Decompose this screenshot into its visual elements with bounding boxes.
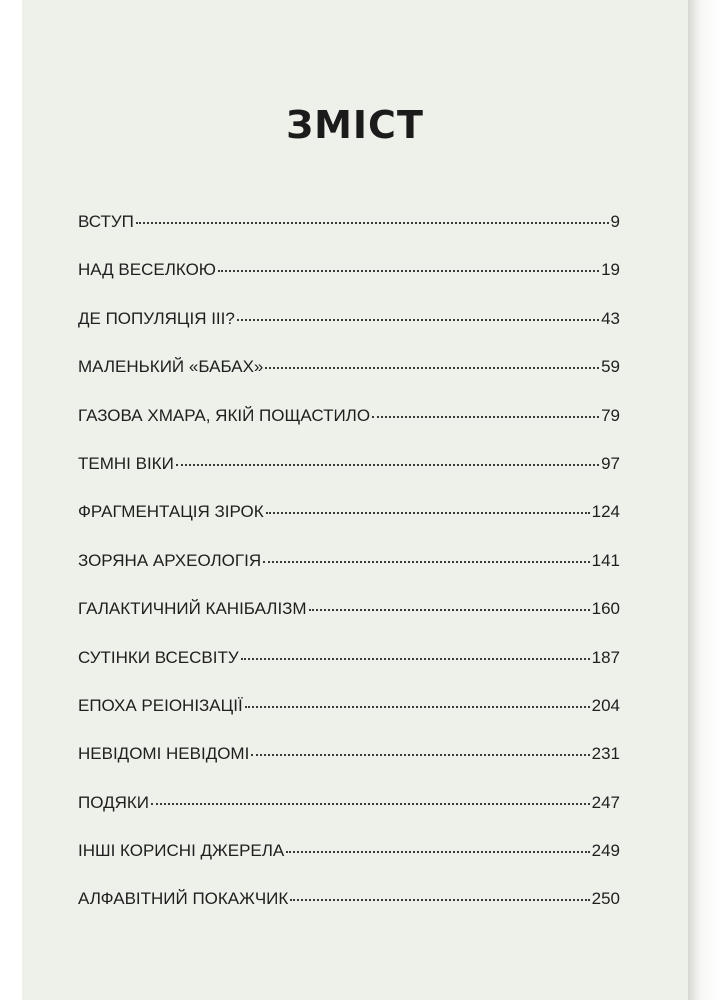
dot-leader — [265, 367, 599, 369]
toc-entry — [78, 309, 620, 357]
page-edge — [688, 0, 720, 1000]
toc-entry-title: ПОДЯКИ — [78, 792, 149, 812]
toc-entry-title: АЛФАВІТНИЙ ПОКАЖЧИК — [78, 889, 289, 909]
toc-entry-title: ГАЗОВА ХМАРА, ЯКІЙ ПОЩАСТИЛО — [78, 405, 371, 425]
toc-entry-title: СУТІНКИ ВСЕСВІТУ — [78, 647, 239, 667]
dot-leader — [286, 851, 589, 853]
toc-entry-page: 43 — [601, 308, 620, 328]
toc-entry-title: ФРАГМЕНТАЦІЯ ЗІРОК — [78, 502, 264, 522]
toc-entry — [78, 841, 620, 889]
toc-entry — [78, 357, 620, 405]
dot-leader — [266, 512, 590, 514]
dot-leader — [245, 706, 590, 708]
toc-entry-title: ІНШІ КОРИСНІ ДЖЕРЕЛА — [78, 841, 285, 861]
toc-entry — [78, 502, 620, 550]
toc-entry-title: ДЕ ПОПУЛЯЦІЯ III? — [78, 308, 235, 328]
toc-entry — [78, 454, 620, 502]
toc-entry-page: 9 — [610, 212, 620, 231]
toc-entry-page: 59 — [601, 357, 620, 377]
dot-leader — [151, 803, 590, 805]
toc-entry — [78, 744, 620, 792]
toc-entry-title: ГАЛАКТИЧНИЙ КАНІБАЛІЗМ — [78, 599, 307, 619]
toc-entry-page: 79 — [601, 405, 620, 425]
toc-entry-page: 19 — [601, 260, 620, 280]
toc-entry-page: 187 — [591, 647, 620, 667]
dot-leader — [136, 222, 609, 224]
toc-entry — [78, 648, 620, 696]
dot-leader — [263, 561, 590, 563]
toc-entry-page: 160 — [591, 599, 620, 619]
dot-leader — [251, 754, 589, 756]
toc-entry-page: 97 — [601, 453, 620, 473]
page-title: ЗМІСТ — [286, 103, 424, 148]
toc-entry-page: 124 — [591, 502, 620, 522]
toc-entry-title: ЕПОХА РЕІОНІЗАЦІЇ — [78, 695, 243, 715]
toc-entry — [78, 260, 620, 308]
book-page — [22, 0, 688, 1000]
toc-entry-title: ТЕМНІ ВІКИ — [78, 453, 174, 473]
toc-entry — [78, 551, 620, 599]
dot-leader — [309, 609, 590, 611]
dot-leader — [176, 464, 599, 466]
toc-entry — [78, 889, 620, 937]
toc-entry — [78, 696, 620, 744]
dot-leader — [241, 658, 590, 660]
toc-entry-page: 250 — [591, 889, 620, 909]
dot-leader — [372, 416, 599, 418]
toc-entry-title: НЕВІДОМІ НЕВІДОМІ — [78, 744, 250, 764]
dot-leader — [218, 270, 599, 272]
toc-entry-page: 247 — [591, 792, 620, 812]
toc-entry — [78, 212, 620, 260]
toc-entry-title: ВСТУП — [78, 212, 134, 231]
toc-entry-page: 231 — [591, 744, 620, 764]
toc-entry-title: НАД ВЕСЕЛКОЮ — [78, 260, 216, 280]
toc-entry-page: 204 — [591, 695, 620, 715]
toc-entry-page: 249 — [591, 841, 620, 861]
dot-leader — [290, 899, 589, 901]
toc-entry-page: 141 — [591, 550, 620, 570]
dot-leader — [237, 319, 599, 321]
toc-entry — [78, 793, 620, 841]
toc-entry — [78, 406, 620, 454]
toc-entry-title: МАЛЕНЬКИЙ «БАБАХ» — [78, 357, 264, 377]
toc-entry-title: ЗОРЯНА АРХЕОЛОГІЯ — [78, 550, 262, 570]
toc-entry — [78, 599, 620, 647]
table-of-contents — [78, 212, 620, 938]
